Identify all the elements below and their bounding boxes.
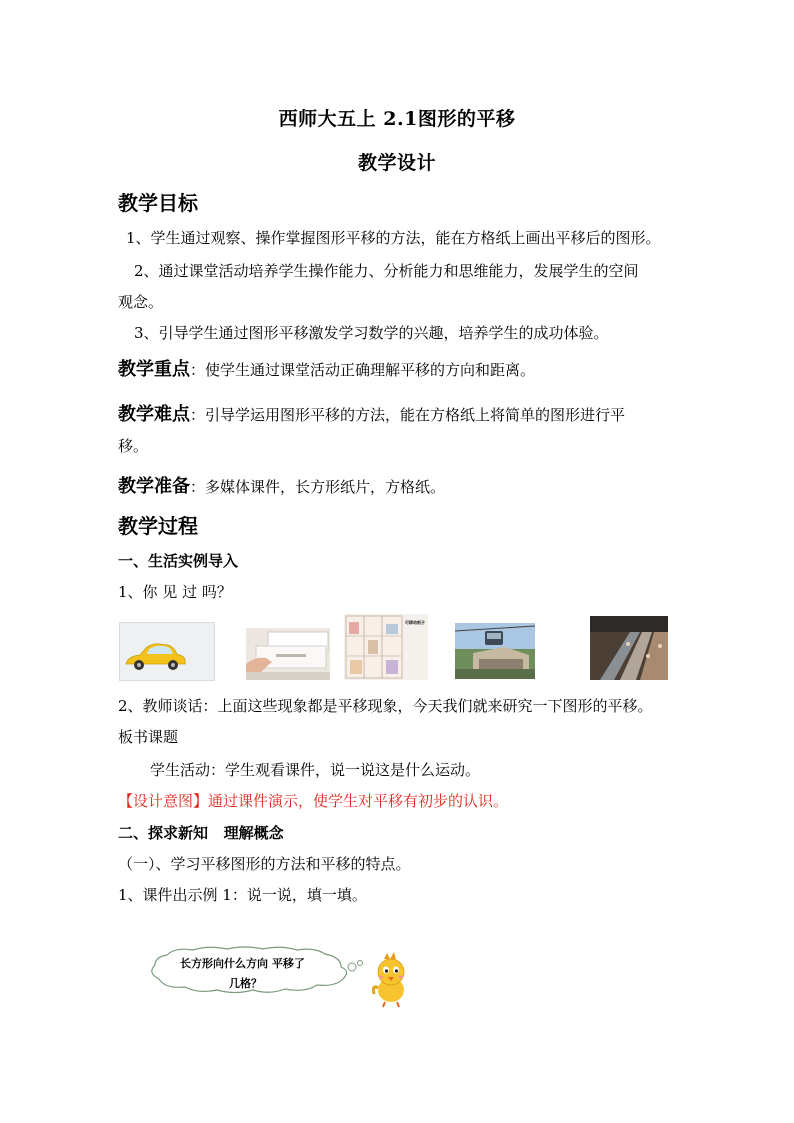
difficulty <box>118 400 625 426</box>
preparation-text: ：多媒体课件，长方形纸片，方格纸。 <box>190 478 446 496</box>
example-1: 1、课件出示例 1：说一说，填一填。 <box>118 886 367 904</box>
section-2-heading: 二、探求新知 理解概念 <box>118 824 284 842</box>
design-intent-label: 【设计意图】 <box>118 792 209 810</box>
student-activity: 学生活动：学生观看课件，说一说这是什么运动。 <box>150 761 481 779</box>
cable-car-photo <box>455 623 535 679</box>
document-subtitle: 教学设计 <box>357 152 436 174</box>
conveyor-photo <box>590 616 668 680</box>
difficulty-label: 教学难点 <box>118 404 190 425</box>
goal-item-2-line2: 观念。 <box>118 293 164 311</box>
key-point-text: ：使学生通过课堂活动正确理解平移的方向和距离。 <box>190 361 536 379</box>
section-1-heading: 一、生活实例导入 <box>118 552 239 570</box>
speech-bubble <box>145 945 367 995</box>
design-intent <box>118 790 508 811</box>
goal-item-1: 1、学生通过观察、操作掌握图形平移的方法，能在方格纸上画出平移后的图形。 <box>126 229 661 247</box>
goal-item-2-line1: 2、通过课堂活动培养学生操作能力、分析能力和思维能力，发展学生的空间 <box>134 262 639 280</box>
process-heading: 教学过程 <box>118 514 198 538</box>
preparation <box>118 472 445 498</box>
goals-heading: 教学目标 <box>118 191 198 215</box>
bubble-line1: 长方形向什么方向 平移了 <box>180 957 305 970</box>
key-point-label: 教学重点 <box>118 359 190 380</box>
key-point <box>118 355 535 381</box>
cabinet-caption: 可移动柜子 <box>405 620 425 625</box>
difficulty-text-line2: 移。 <box>118 437 149 455</box>
bubble-line2: 几格？ <box>229 977 262 990</box>
car-icon <box>119 622 215 681</box>
cabinet-photo <box>344 614 428 680</box>
preparation-label: 教学准备 <box>118 476 190 497</box>
design-intent-text: 通过课件演示，使学生对平移有初步的认识。 <box>208 792 509 810</box>
goal-item-3: 3、引导学生通过图形平移激发学习数学的兴趣，培养学生的成功体验。 <box>134 324 609 342</box>
teacher-talk-line1: 2、教师谈话：上面这些现象都是平移现象，今天我们就来研究一下图形的平移。 <box>118 697 653 715</box>
document-title: 西师大五上 2.1图形的平移 <box>278 108 516 130</box>
drawer-photo <box>246 628 330 680</box>
difficulty-text: ：引导学运用图形平移的方法，能在方格纸上将简单的图形进行平 <box>190 406 626 424</box>
question-1: 1、你 见 过 吗？ <box>118 583 232 601</box>
subsection-1: （一）、学习平移图形的方法和平移的特点。 <box>118 855 411 873</box>
chick-mascot-icon <box>368 950 414 1008</box>
teacher-talk-line2: 板书课题 <box>118 728 179 746</box>
